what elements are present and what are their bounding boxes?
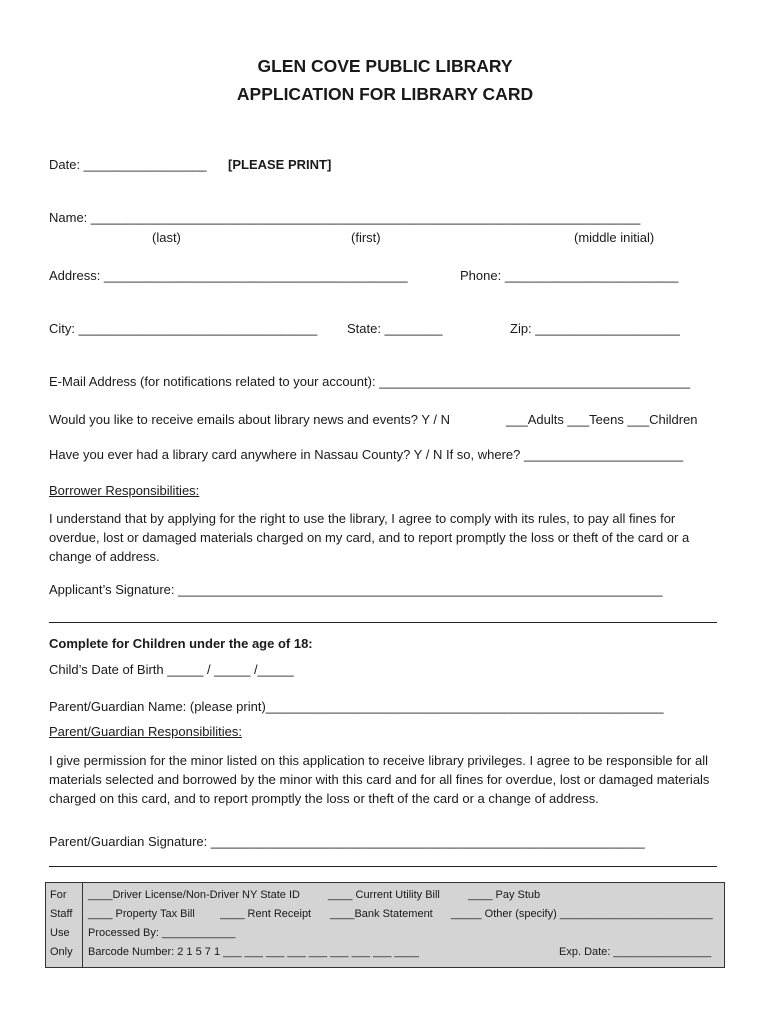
section-divider xyxy=(49,622,717,623)
form-title: GLEN COVE PUBLIC LIBRARY xyxy=(257,56,513,76)
staff-side-label: For xyxy=(50,889,67,901)
guardian-resp-text: I give permission for the minor listed on this application to receive library privileges. I agree to be responsible for all materials selected and borrowed by the minor with this card and for all fines for overdue, lost or damaged materials charged on this card, and to report promptly the loss or theft of the card or a change of address. xyxy=(49,753,710,806)
staff-side-label: Staff xyxy=(50,908,73,920)
processed-by-field[interactable]: Processed By: ____________ xyxy=(88,927,236,939)
address-field[interactable]: Address: __________________________________________ xyxy=(49,268,408,283)
name-field[interactable]: Name: ____________________________________________________________________________ xyxy=(49,210,641,225)
city-field[interactable]: City: _________________________________ xyxy=(49,321,318,336)
guardian-signature[interactable]: Parent/Guardian Signature: ____________________________________________________________ xyxy=(49,834,645,849)
id-utility-bill[interactable]: ____ Current Utility Bill xyxy=(328,889,440,901)
staff-side-label: Use xyxy=(50,927,70,939)
guardian-name-field[interactable]: Parent/Guardian Name: (please print)_______________________________________________________ xyxy=(49,699,664,714)
nassau-card-question[interactable]: Have you ever had a library card anywhere in Nassau County? Y / N If so, where? ______________________ xyxy=(49,447,684,462)
child-dob-field[interactable]: Child’s Date of Birth _____ / _____ /_____ xyxy=(49,662,294,677)
borrower-heading: Borrower Responsibilities: xyxy=(49,483,200,498)
staff-side-label: Only xyxy=(50,946,73,958)
zip-field[interactable]: Zip: ____________________ xyxy=(510,321,680,336)
state-field[interactable]: State: ________ xyxy=(347,321,443,336)
phone-field[interactable]: Phone: ________________________ xyxy=(460,268,679,283)
id-property-tax[interactable]: ____ Property Tax Bill xyxy=(88,908,195,920)
id-pay-stub[interactable]: ____ Pay Stub xyxy=(468,889,541,901)
id-other[interactable]: _____ Other (specify) _________________________ xyxy=(451,908,713,920)
borrower-text: I understand that by applying for the right to use the library, I agree to comply with its rules, to pay all fines for overdue, lost or damaged materials charged on my card, and to report promptly the loss or theft of the card or a change of address. xyxy=(49,511,690,564)
id-driver-license[interactable]: ____Driver License/Non-Driver NY State ID xyxy=(88,889,300,901)
staff-use-box xyxy=(45,882,725,968)
applicant-signature[interactable]: Applicant’s Signature: ___________________________________________________________________ xyxy=(49,582,663,597)
barcode-field[interactable]: Barcode Number: 2 1 5 7 1 ___ ___ ___ ___ ___ ___ ___ ___ ____ xyxy=(88,946,419,958)
id-bank-statement[interactable]: ____Bank Statement xyxy=(330,908,433,920)
children-heading: Complete for Children under the age of 18: xyxy=(49,636,313,651)
name-sublabel-first: (first) xyxy=(351,230,381,245)
guardian-resp-heading: Parent/Guardian Responsibilities: xyxy=(49,724,242,739)
email-field[interactable]: E-Mail Address (for notifications related to your account): ___________________________________________ xyxy=(49,374,691,389)
please-print-note: [PLEASE PRINT] xyxy=(228,157,332,172)
form-subtitle: APPLICATION FOR LIBRARY CARD xyxy=(236,84,534,104)
id-rent-receipt[interactable]: ____ Rent Receipt xyxy=(220,908,312,920)
date-field[interactable]: Date: _________________ xyxy=(49,157,207,172)
news-question[interactable]: Would you like to receive emails about library news and events? Y / N xyxy=(49,412,451,427)
staff-box-divider xyxy=(82,883,83,967)
exp-date-field[interactable]: Exp. Date: ________________ xyxy=(559,946,712,958)
news-audience-options[interactable]: ___Adults ___Teens ___Children xyxy=(506,412,698,427)
name-sublabel-last: (last) xyxy=(152,230,181,245)
section-divider xyxy=(49,866,717,867)
name-sublabel-middle: (middle initial) xyxy=(574,230,655,245)
